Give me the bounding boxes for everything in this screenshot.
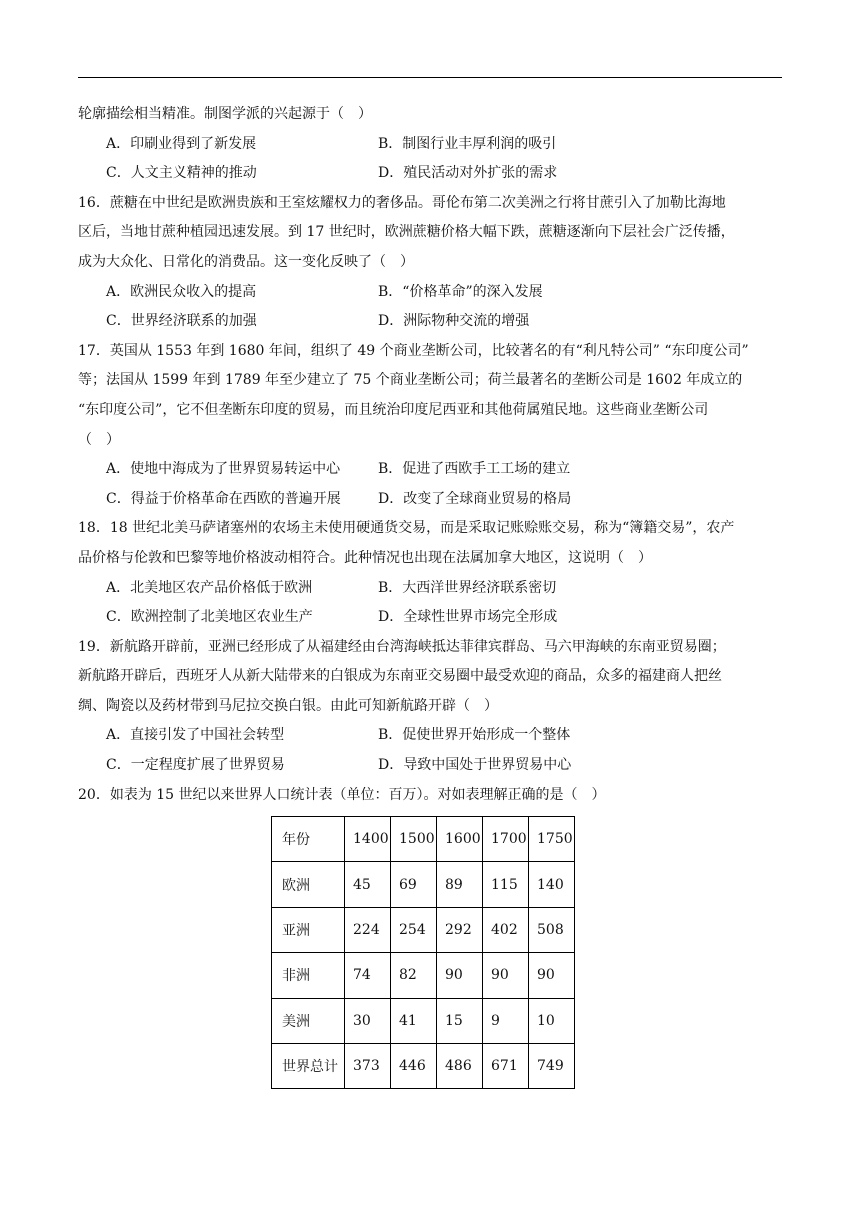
- q18-stem-line: 18．18 世纪北美马萨诸塞州的农场主未使用硬通货交易，而是采取记账赊账交易，称为“簿籍交易”，农产: [78, 520, 735, 537]
- table-row: [272, 953, 575, 998]
- q19-options-row-1: [78, 721, 782, 751]
- table-cell: 90: [483, 953, 529, 998]
- q15-option-a[interactable]: A．印刷业得到了新发展: [106, 135, 257, 152]
- q17-option-d[interactable]: D．改变了全球商业贸易的格局: [378, 490, 572, 507]
- q17-stem-line: “东印度公司”，它不但垄断东印度的贸易，而且统治印度尼西亚和其他荷属殖民地。这些商业垄断公司: [78, 401, 709, 418]
- table-cell: 欧洲: [272, 862, 345, 907]
- q16-option-b[interactable]: B．“价格革命”的深入发展: [378, 283, 543, 300]
- q19-option-d[interactable]: D．导致中国处于世界贸易中心: [378, 757, 572, 774]
- table-cell: 41: [391, 998, 437, 1043]
- q15-option-c[interactable]: C．人文主义精神的推动: [106, 165, 257, 182]
- table-cell: 671: [483, 1043, 529, 1088]
- q20-stem-line: 20．如表为 15 世纪以来世界人口统计表（单位：百万）。对如表理解正确的是（ ）: [78, 786, 606, 803]
- q17-option-c[interactable]: C．得益于价格革命在西欧的普遍开展: [106, 490, 341, 507]
- table-cell: 402: [483, 907, 529, 952]
- table-header-cell: 1400: [345, 817, 391, 862]
- exam-page: [78, 100, 782, 810]
- table-cell: 9: [483, 998, 529, 1043]
- table-cell: 90: [529, 953, 575, 998]
- q15-option-d[interactable]: D．殖民活动对外扩张的需求: [378, 165, 558, 182]
- q18-options-row-2: [78, 603, 782, 633]
- table-cell: 美洲: [272, 998, 345, 1043]
- table-cell: 89: [437, 862, 483, 907]
- header-rule: [78, 77, 782, 78]
- q16-stem-line: 成为大众化、日常化的消费品。这一变化反映了（ ）: [78, 253, 414, 270]
- table-header-cell: 年份: [272, 817, 345, 862]
- q17-stem-line: （ ）: [78, 431, 120, 448]
- population-table-wrapper: [271, 816, 575, 1089]
- table-cell: 486: [437, 1043, 483, 1088]
- q19-option-c[interactable]: C．一定程度扩展了世界贸易: [106, 757, 285, 774]
- q16-options-row-1: [78, 278, 782, 308]
- q19-stem-line: 新航路开辟后，西班牙人从新大陆带来的白银成为东南亚交易圈中最受欢迎的商品，众多的福建商人把丝: [78, 668, 722, 685]
- table-cell: 224: [345, 907, 391, 952]
- q15-options-row-2: [78, 159, 782, 189]
- q16-options-row-2: [78, 307, 782, 337]
- table-header-row: [272, 817, 575, 862]
- intro-line: 轮廓描绘相当精准。制图学派的兴起源于（ ）: [78, 106, 372, 122]
- q15-option-b[interactable]: B．制图行业丰厚利润的吸引: [378, 135, 557, 152]
- table-cell: 亚洲: [272, 907, 345, 952]
- q16-stem-line: 16．蔗糖在中世纪是欧洲贵族和王室炫耀权力的奢侈品。哥伦布第二次美洲之行将甘蔗引入了加勒比海地: [78, 194, 726, 211]
- table-cell: 世界总计: [272, 1043, 345, 1088]
- q17-stem-line: 等；法国从 1599 年到 1789 年至少建立了 75 个商业垄断公司；荷兰最著名的垄断公司是 1602 年成立的: [78, 372, 743, 389]
- q19-option-a[interactable]: A．直接引发了中国社会转型: [106, 727, 285, 744]
- table-cell: 30: [345, 998, 391, 1043]
- q17-option-a[interactable]: A．使地中海成为了世界贸易转运中心: [106, 461, 341, 478]
- table-header-cell: 1600: [437, 817, 483, 862]
- q16-option-d[interactable]: D．洲际物种交流的增强: [378, 313, 530, 330]
- table-header-cell: 1500: [391, 817, 437, 862]
- q18-stem-line: 品价格与伦敦和巴黎等地价格波动相符合。此种情况也出现在法属加拿大地区，这说明（ ）: [78, 549, 652, 566]
- q18-option-b[interactable]: B．大西洋世界经济联系密切: [378, 579, 557, 596]
- table-cell: 140: [529, 862, 575, 907]
- q18-option-a[interactable]: A．北美地区农产品价格低于欧洲: [106, 579, 313, 596]
- table-cell: 45: [345, 862, 391, 907]
- table-cell: 15: [437, 998, 483, 1043]
- table-cell: 373: [345, 1043, 391, 1088]
- table-cell: 90: [437, 953, 483, 998]
- table-row: [272, 907, 575, 952]
- table-cell: 非洲: [272, 953, 345, 998]
- table-header-cell: 1750: [529, 817, 575, 862]
- table-cell: 749: [529, 1043, 575, 1088]
- table-row: [272, 998, 575, 1043]
- q17-option-b[interactable]: B．促进了西欧手工工场的建立: [378, 461, 571, 478]
- q19-stem-line: 绸、陶瓷以及药材带到马尼拉交换白银。由此可知新航路开辟（ ）: [78, 697, 498, 714]
- q15-options-row-1: [78, 130, 782, 160]
- q19-options-row-2: [78, 751, 782, 781]
- table-cell: 10: [529, 998, 575, 1043]
- table-header-cell: 1700: [483, 817, 529, 862]
- table-row: [272, 1043, 575, 1088]
- q18-options-row-1: [78, 574, 782, 604]
- q16-option-c[interactable]: C．世界经济联系的加强: [106, 313, 257, 330]
- table-cell: 115: [483, 862, 529, 907]
- table-cell: 82: [391, 953, 437, 998]
- q18-option-c[interactable]: C．欧洲控制了北美地区农业生产: [106, 609, 313, 626]
- q17-stem-line: 17．英国从 1553 年到 1680 年间，组织了 49 个商业垄断公司，比较著名的有“利凡特公司” “东印度公司”: [78, 342, 749, 359]
- q18-option-d[interactable]: D．全球性世界市场完全形成: [378, 609, 558, 626]
- table-cell: 254: [391, 907, 437, 952]
- q19-option-b[interactable]: B．促使世界开始形成一个整体: [378, 727, 571, 744]
- table-row: [272, 862, 575, 907]
- table-cell: 508: [529, 907, 575, 952]
- q17-options-row-2: [78, 485, 782, 515]
- q16-option-a[interactable]: A．欧洲民众收入的提高: [106, 283, 257, 300]
- q19-stem-line: 19．新航路开辟前，亚洲已经形成了从福建经由台湾海峡抵达菲律宾群岛、马六甲海峡的东南亚贸易圈；: [78, 638, 726, 655]
- table-cell: 292: [437, 907, 483, 952]
- table-cell: 446: [391, 1043, 437, 1088]
- table-cell: 74: [345, 953, 391, 998]
- q16-stem-line: 区后，当地甘蔗种植园迅速发展。到 17 世纪时，欧洲蔗糖价格大幅下跌，蔗糖逐渐向下层社会广泛传播，: [78, 224, 735, 241]
- q17-options-row-1: [78, 455, 782, 485]
- population-table: [271, 816, 575, 1089]
- table-cell: 69: [391, 862, 437, 907]
